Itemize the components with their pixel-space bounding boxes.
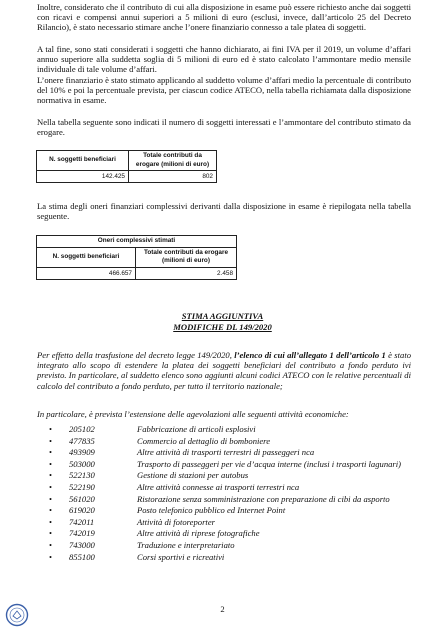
list-item: [37, 494, 417, 506]
bullet-icon: •: [49, 435, 53, 446]
ateco-code: 619020: [69, 505, 95, 516]
ateco-description: Attività di fotoreporter: [137, 516, 215, 527]
section-title: STIMA AGGIUNTIVA: [181, 311, 264, 321]
list-item: [37, 528, 417, 540]
bullet-icon: •: [49, 481, 53, 492]
ateco-description: Altre attività di riprese fotografiche: [137, 528, 260, 539]
bullet-icon: •: [49, 424, 53, 434]
ateco-description: Commercio al dettaglio di bomboniere: [137, 435, 271, 446]
table-row: [37, 171, 217, 183]
paragraph-section-1-emphasis: l’elenco di cui all’allegato 1 dell’articolo 1: [234, 350, 386, 360]
ateco-description: Fabbricazione di articoli esplosivi: [137, 424, 256, 434]
list-item: [37, 505, 417, 517]
column-header: N. soggetti beneficiari: [37, 247, 136, 267]
column-header: N. soggetti beneficiari: [37, 151, 129, 171]
ateco-code: 493909: [69, 447, 95, 458]
ateco-description: Trasporto di passeggeri per vie d’acqua interne (inclusi i trasporti lagunari): [137, 458, 402, 469]
paragraph-intro-1: Inoltre, considerato che il contributo di cui alla disposizione in esame può essere richiesto anche dai soggetti con ricavi e compensi annui superiori a 5 milioni di euro (esclusi, invece, dall’articolo 25 del Decreto Rilancio), è stato necessario stimare anche l’onere finanziario connesso a tale platea di soggetti.: [37, 2, 411, 33]
paragraph-intro-2: A tal fine, sono stati considerati i soggetti che hanno dichiarato, ai fini IVA per il 2019, un volume d’affari annuo superiore alla suddetta soglia di 5 milioni di euro ed è stato calcolato l’ammontare medio mensile individuale di tale volume d’affari.: [37, 44, 411, 75]
list-item: [37, 436, 417, 448]
bullet-icon: •: [49, 551, 53, 562]
paragraph-section-2: In particolare, è prevista l’estensione delle agevolazioni alle seguenti attività economiche:: [37, 409, 349, 419]
ateco-description: Traduzione e interpretariato: [137, 539, 235, 550]
table-cell: 142.425: [37, 171, 129, 183]
bullet-icon: •: [49, 528, 53, 539]
paragraph-summary: La stima degli oneri finanziari complessivi derivanti dalla disposizione in esame è riepilogata nella tabella seguente.: [37, 201, 411, 222]
ateco-code: 855100: [69, 551, 95, 562]
ateco-code: 503000: [69, 458, 95, 469]
bullet-icon: •: [49, 516, 53, 527]
table-cell: 466.657: [37, 267, 136, 279]
list-item: [37, 540, 417, 552]
beneficiaries-table: [36, 150, 217, 183]
bullet-icon: •: [49, 505, 53, 516]
ateco-description: Corsi sportivi e ricreativi: [137, 551, 225, 562]
column-header: Totale contributi da erogare (milioni di euro): [136, 247, 237, 267]
ateco-description: Altre attività di trasporti terrestri di passeggeri nca: [137, 447, 315, 458]
table-cell: 2.458: [136, 267, 237, 279]
column-header: Totale contributi da erogare (milioni di euro): [129, 151, 217, 171]
section-subtitle: MODIFICHE DL 149/2020: [173, 322, 272, 332]
ateco-code: 743000: [69, 539, 95, 550]
ateco-description: Altre attività connesse ai trasporti terrestri nca: [137, 481, 300, 492]
paragraph-section-1-body: è stato integrato allo scopo di estendere la platea dei soggetti beneficiari del contributo a fondo perduto ivi previsto. In particolare, al suddetto elenco sono aggiunti alcuni codici ATECO con le relative percentuali di calcolo del contributo a fondo perduto, per tutto il territorio nazionale;: [37, 350, 412, 391]
bullet-icon: •: [49, 493, 53, 504]
bullet-icon: •: [49, 447, 53, 458]
total-costs-table: [36, 235, 237, 280]
ateco-code: 742019: [69, 528, 95, 539]
table-header-row: [37, 247, 237, 267]
list-item: [37, 424, 417, 436]
paragraph-section-1-lead: Per effetto della trasfusione del decreto legge 149/2020,: [37, 350, 235, 360]
paragraph-intro-3: L’onere finanziario è stato stimato applicando al suddetto volume d’affari medio la percentuale di contributo del 10% e poi la percentuale prevista, per ciascun codice ATECO, nella tabella richiamata dalla disposizione normativa in esame.: [37, 75, 411, 106]
ateco-description: Ristorazione senza somministrazione con preparazione di cibi da asporto: [137, 493, 390, 504]
table-caption-row: [37, 236, 237, 248]
list-item: [37, 447, 417, 459]
ateco-code: 522130: [69, 470, 95, 481]
ateco-description: Gestione di stazioni per autobus: [137, 470, 249, 481]
table-cell: 802: [129, 171, 217, 183]
ateco-code: 477835: [69, 435, 95, 446]
list-item: [37, 517, 417, 529]
list-item: [37, 459, 417, 471]
ateco-code: 205102: [69, 424, 95, 434]
table-row: [37, 267, 237, 279]
ateco-description: Posto telefonico pubblico ed Internet Point: [137, 505, 286, 516]
bullet-icon: •: [49, 470, 53, 481]
table-caption: Oneri complessivi stimati: [37, 236, 237, 248]
paragraph-section-1: [37, 350, 411, 391]
ateco-code: 742011: [69, 516, 95, 527]
bullet-icon: •: [49, 458, 53, 469]
bullet-icon: •: [49, 539, 53, 550]
table-header-row: [37, 151, 217, 171]
page-number: 2: [220, 604, 225, 614]
list-item: [37, 552, 417, 564]
list-item: [37, 470, 417, 482]
ateco-code: 561020: [69, 493, 95, 504]
ateco-code: 522190: [69, 481, 95, 492]
list-item: [37, 482, 417, 494]
paragraph-intro-4: Nella tabella seguente sono indicati il numero di soggetti interessati e l’ammontare del contributo stimato da erogare.: [37, 117, 411, 138]
ateco-code-list: [37, 424, 417, 563]
